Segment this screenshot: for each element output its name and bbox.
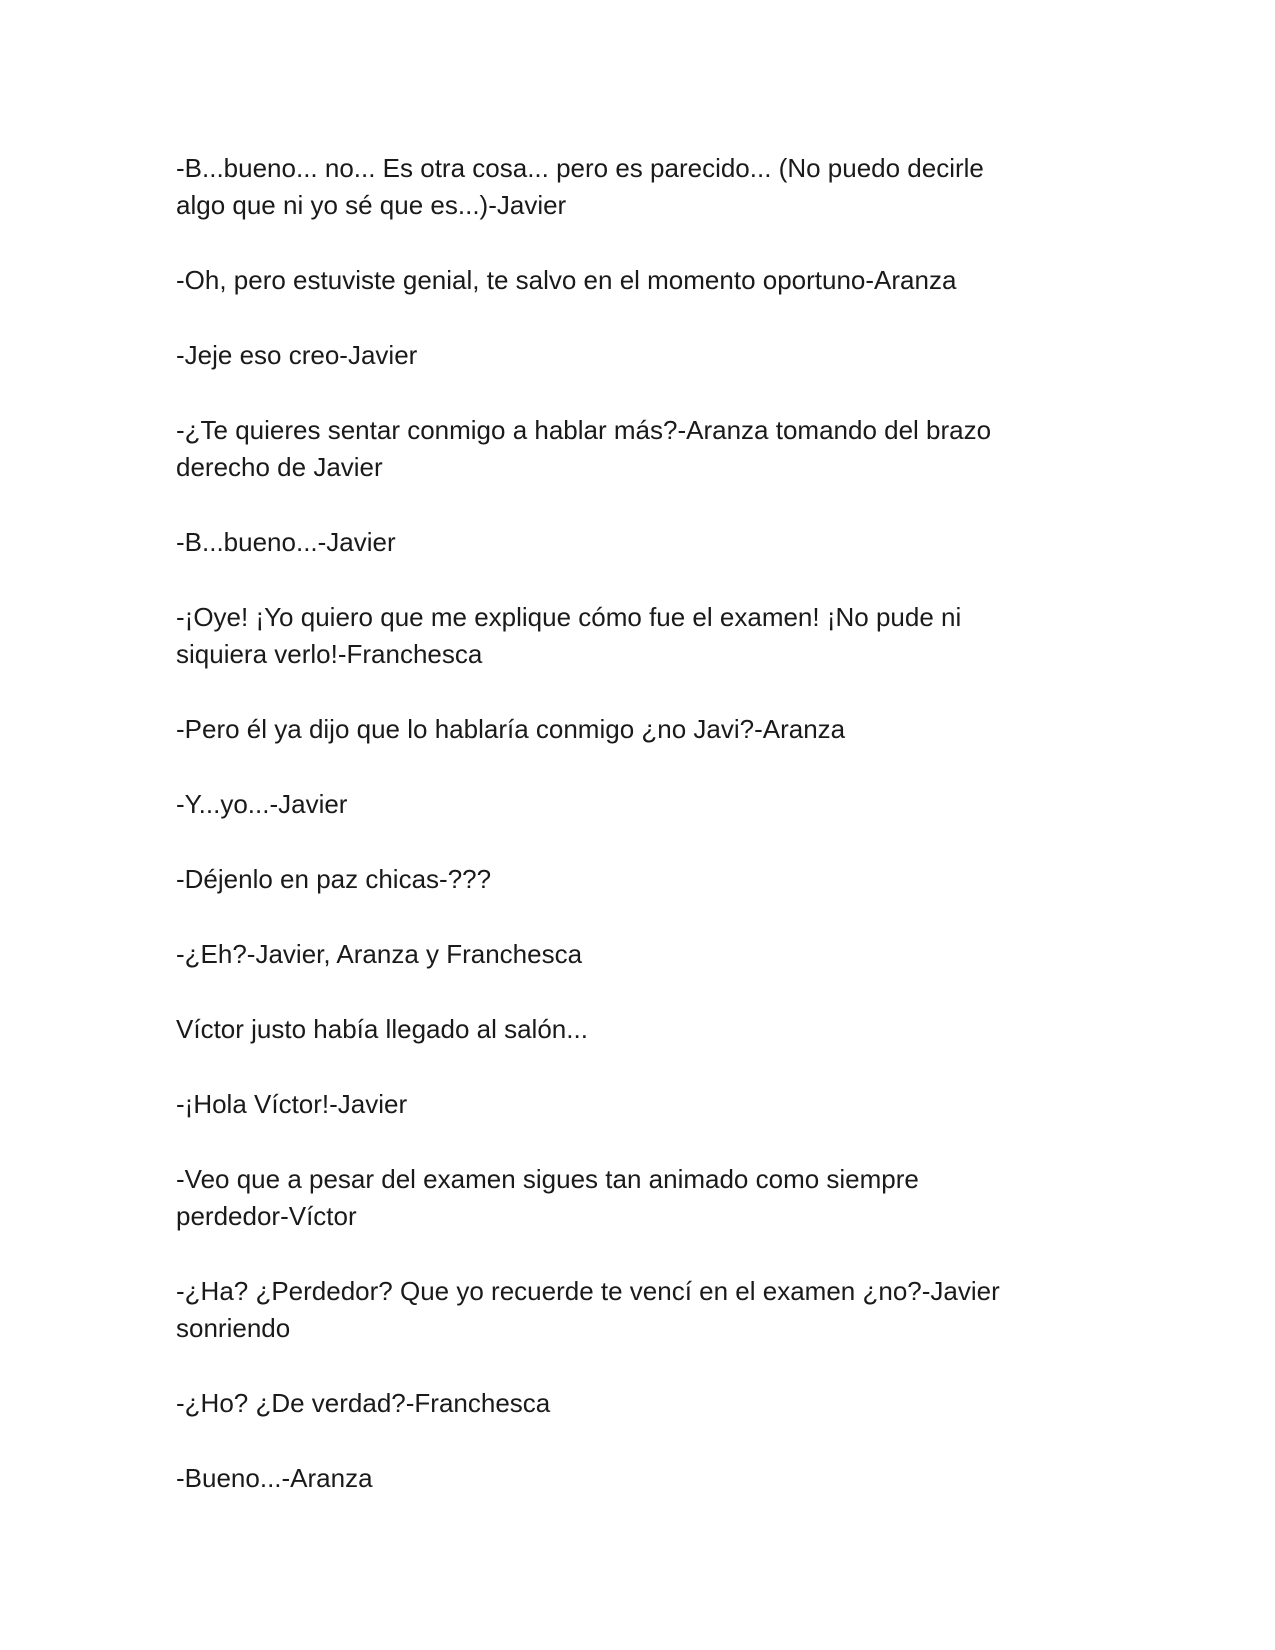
- paragraph: -¡Oye! ¡Yo quiero que me explique cómo fue el examen! ¡No pude ni siquiera verlo!-Franchesca: [176, 602, 962, 669]
- paragraph: -Déjenlo en paz chicas-???: [176, 864, 492, 894]
- paragraph: -Pero él ya dijo que lo hablaría conmigo ¿no Javi?-Aranza: [176, 714, 846, 744]
- paragraph: -Jeje eso creo-Javier: [176, 340, 418, 370]
- paragraph: Víctor justo había llegado al salón...: [176, 1014, 588, 1044]
- paragraph: -¿Ha? ¿Perdedor? Que yo recuerde te vencí en el examen ¿no?-Javier sonriendo: [176, 1276, 1000, 1343]
- paragraph: -B...bueno... no... Es otra cosa... pero es parecido... (No puedo decirle algo que ni yo sé que es...)-Javier: [176, 153, 984, 220]
- paragraph: -Oh, pero estuviste genial, te salvo en el momento oportuno-Aranza: [176, 265, 957, 295]
- paragraph: -¡Hola Víctor!-Javier: [176, 1089, 408, 1119]
- paragraph: -Bueno...-Aranza: [176, 1463, 373, 1493]
- paragraph: -Veo que a pesar del examen sigues tan animado como siempre perdedor-Víctor: [176, 1164, 919, 1231]
- paragraph: -¿Ho? ¿De verdad?-Franchesca: [176, 1388, 551, 1418]
- document-body: [176, 150, 1076, 1535]
- paragraph: -Y...yo...-Javier: [176, 789, 348, 819]
- paragraph: -¿Eh?-Javier, Aranza y Franchesca: [176, 939, 583, 969]
- paragraph: -¿Te quieres sentar conmigo a hablar más?-Aranza tomando del brazo derecho de Javier: [176, 415, 992, 482]
- paragraph: -B...bueno...-Javier: [176, 527, 396, 557]
